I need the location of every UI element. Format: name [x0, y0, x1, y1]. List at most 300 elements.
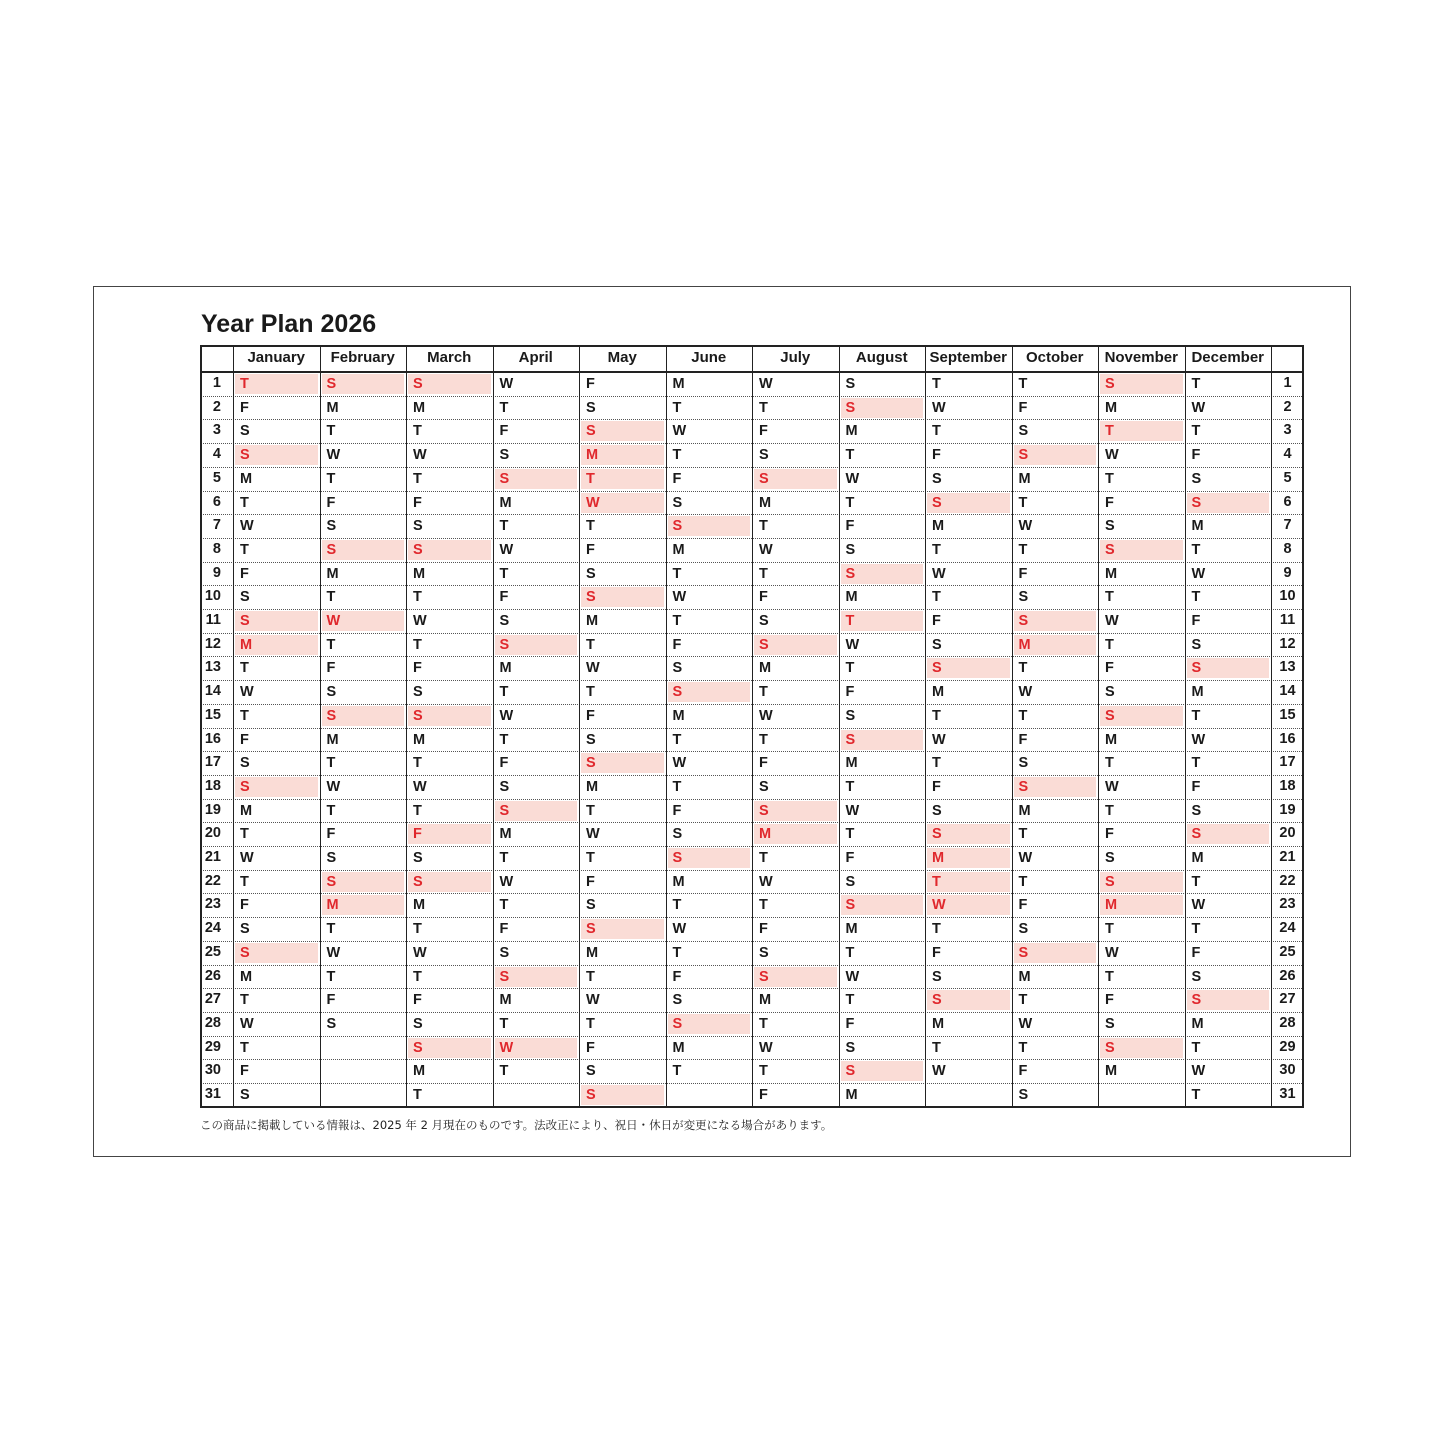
- day-cell: F: [413, 660, 422, 677]
- holiday-cell: S: [754, 967, 837, 987]
- day-cell: F: [413, 992, 422, 1009]
- holiday-cell: S: [495, 635, 578, 655]
- day-cell: W: [1191, 731, 1206, 748]
- month-header: April: [518, 349, 553, 366]
- day-cell: S: [1018, 755, 1029, 772]
- day-number-left: 8: [212, 540, 221, 557]
- day-cell: W: [932, 731, 946, 748]
- holiday-cell: S: [927, 493, 1010, 513]
- day-cell: M: [499, 494, 512, 511]
- day-cell: T: [1191, 541, 1201, 558]
- day-cell: T: [1018, 1039, 1028, 1056]
- day-cell: S: [759, 778, 769, 795]
- day-cell: W: [499, 541, 514, 558]
- day-cell: F: [586, 707, 595, 724]
- day-cell: T: [759, 1015, 768, 1032]
- holiday-cell: S: [322, 706, 405, 726]
- day-cell: T: [1105, 470, 1114, 487]
- day-cell: T: [499, 518, 509, 535]
- month-header: September: [929, 349, 1008, 366]
- day-cell: T: [1105, 589, 1114, 606]
- holiday-cell: M: [1100, 895, 1183, 915]
- day-cell: T: [413, 636, 422, 653]
- day-cell: W: [759, 1039, 773, 1056]
- column-divider: [839, 345, 840, 1108]
- holiday-cell: S: [235, 943, 318, 963]
- day-number-left: 27: [204, 991, 221, 1008]
- day-cell: M: [1018, 968, 1031, 985]
- day-number-right: 24: [1279, 920, 1296, 937]
- day-cell: S: [845, 541, 856, 558]
- holiday-cell: S: [668, 516, 751, 536]
- day-cell: T: [1191, 755, 1201, 772]
- day-number-left: 7: [212, 517, 221, 534]
- day-cell: W: [240, 518, 254, 535]
- day-cell: T: [413, 802, 422, 819]
- holiday-cell: T: [1100, 421, 1183, 441]
- day-cell: S: [1105, 1015, 1115, 1032]
- day-cell: S: [240, 921, 250, 938]
- day-cell: S: [1105, 684, 1115, 701]
- day-cell: T: [1191, 921, 1201, 938]
- day-cell: T: [1105, 755, 1114, 772]
- day-cell: F: [1105, 660, 1114, 677]
- day-cell: W: [672, 921, 687, 938]
- day-cell: S: [240, 755, 250, 772]
- day-cell: M: [499, 992, 512, 1009]
- day-number-right: 3: [1283, 422, 1292, 439]
- day-cell: F: [499, 755, 509, 772]
- day-cell: W: [326, 944, 341, 961]
- holiday-cell: S: [841, 398, 924, 418]
- day-cell: T: [499, 565, 509, 582]
- day-cell: T: [413, 921, 422, 938]
- day-cell: F: [932, 447, 941, 464]
- day-cell: W: [326, 447, 341, 464]
- day-cell: M: [932, 684, 945, 701]
- day-cell: S: [672, 992, 683, 1009]
- day-cell: W: [759, 873, 773, 890]
- holiday-cell: S: [408, 540, 491, 560]
- day-cell: F: [932, 778, 941, 795]
- day-number-right: 6: [1283, 493, 1292, 510]
- day-cell: T: [1191, 589, 1201, 606]
- day-cell: T: [326, 921, 336, 938]
- day-cell: M: [845, 755, 858, 772]
- day-cell: W: [1105, 778, 1119, 795]
- day-cell: W: [1105, 944, 1119, 961]
- day-cell: S: [845, 707, 856, 724]
- day-cell: T: [845, 660, 855, 677]
- day-number-right: 7: [1283, 517, 1292, 534]
- day-number-left: 9: [212, 564, 221, 581]
- day-cell: F: [586, 541, 595, 558]
- month-header: June: [691, 349, 727, 366]
- holiday-cell: S: [322, 540, 405, 560]
- day-cell: W: [932, 1063, 946, 1080]
- day-cell: S: [240, 589, 250, 606]
- day-number-right: 15: [1279, 706, 1296, 723]
- day-cell: W: [845, 968, 860, 985]
- day-cell: T: [326, 589, 336, 606]
- holiday-cell: F: [408, 824, 491, 844]
- day-cell: S: [845, 1039, 856, 1056]
- day-number-left: 11: [205, 612, 221, 628]
- day-cell: W: [1018, 1015, 1033, 1032]
- day-cell: S: [413, 1015, 423, 1032]
- day-number-left: 30: [204, 1062, 221, 1079]
- day-number-left: 29: [204, 1038, 221, 1055]
- holiday-cell: S: [322, 872, 405, 892]
- day-cell: S: [845, 873, 856, 890]
- day-cell: T: [672, 399, 682, 416]
- day-cell: T: [932, 1039, 941, 1056]
- day-number-left: 14: [204, 683, 221, 700]
- day-cell: S: [1191, 968, 1202, 985]
- day-number-right: 13: [1279, 659, 1296, 676]
- day-number-right: 8: [1283, 540, 1292, 557]
- day-cell: T: [326, 968, 336, 985]
- day-cell: F: [1105, 992, 1114, 1009]
- day-cell: M: [413, 399, 426, 416]
- day-cell: T: [326, 755, 336, 772]
- day-cell: M: [672, 873, 685, 890]
- day-cell: T: [240, 826, 249, 843]
- day-cell: T: [845, 826, 855, 843]
- day-cell: W: [1018, 850, 1033, 866]
- holiday-cell: S: [495, 469, 578, 489]
- day-number-right: 19: [1279, 801, 1296, 818]
- holiday-cell: S: [581, 1085, 664, 1105]
- day-cell: S: [759, 944, 769, 961]
- day-cell: T: [326, 470, 336, 487]
- holiday-cell: S: [1100, 1038, 1183, 1058]
- holiday-cell: S: [1014, 943, 1097, 963]
- day-cell: F: [759, 755, 768, 772]
- day-number-left: 15: [204, 706, 221, 723]
- day-cell: T: [499, 850, 509, 866]
- day-cell: S: [672, 826, 683, 843]
- day-cell: S: [413, 850, 423, 866]
- holiday-cell: S: [322, 374, 405, 394]
- day-cell: M: [845, 921, 858, 938]
- day-cell: T: [586, 518, 595, 535]
- day-cell: W: [672, 589, 687, 606]
- column-divider: [1185, 345, 1186, 1108]
- day-cell: F: [672, 802, 682, 819]
- day-cell: T: [759, 565, 768, 582]
- day-cell: F: [1191, 447, 1201, 464]
- holiday-cell: S: [1100, 374, 1183, 394]
- day-cell: S: [759, 447, 769, 464]
- holiday-cell: S: [235, 611, 318, 631]
- day-number-left: 26: [204, 967, 221, 984]
- footnote: この商品に掲載している情報は、2025 年 2 月現在のものです。法改正により、祝日・休日が変更になる場合があります。: [200, 1118, 833, 1132]
- day-cell: W: [413, 944, 427, 961]
- day-cell: T: [1191, 1039, 1201, 1056]
- day-cell: F: [932, 613, 941, 629]
- day-cell: W: [499, 376, 514, 392]
- day-cell: S: [1191, 470, 1202, 487]
- holiday-cell: S: [668, 848, 751, 868]
- day-number-right: 21: [1279, 849, 1296, 865]
- holiday-cell: S: [841, 1061, 924, 1081]
- day-cell: W: [672, 423, 687, 440]
- header-divider: [200, 371, 1304, 373]
- holiday-cell: S: [668, 1014, 751, 1034]
- day-cell: W: [1191, 565, 1206, 582]
- column-divider: [1271, 345, 1272, 1108]
- day-cell: M: [240, 802, 253, 819]
- day-cell: S: [759, 613, 769, 629]
- day-cell: M: [1018, 802, 1031, 819]
- day-cell: F: [759, 589, 768, 606]
- day-cell: T: [1191, 423, 1201, 440]
- day-cell: T: [672, 613, 682, 629]
- day-cell: S: [499, 447, 510, 464]
- day-number-right: 23: [1279, 896, 1296, 913]
- day-cell: F: [326, 992, 336, 1009]
- holiday-cell: S: [1100, 706, 1183, 726]
- holiday-cell: W: [322, 611, 405, 631]
- day-cell: W: [1018, 684, 1033, 701]
- day-cell: S: [1191, 636, 1202, 653]
- holiday-cell: S: [927, 990, 1010, 1010]
- day-cell: F: [672, 968, 682, 985]
- year-plan-grid: [200, 345, 1304, 1108]
- holiday-cell: T: [581, 469, 664, 489]
- day-cell: T: [1191, 873, 1201, 890]
- day-cell: S: [326, 850, 337, 866]
- day-number-left: 3: [212, 422, 221, 439]
- day-cell: F: [845, 850, 855, 866]
- day-cell: S: [586, 897, 596, 914]
- day-cell: W: [759, 541, 773, 558]
- day-cell: T: [1018, 541, 1028, 558]
- day-cell: T: [240, 1039, 249, 1056]
- day-cell: T: [1018, 376, 1028, 392]
- day-cell: F: [1191, 944, 1201, 961]
- day-cell: T: [672, 565, 682, 582]
- day-cell: M: [759, 992, 772, 1009]
- column-divider: [406, 345, 407, 1108]
- day-cell: M: [845, 589, 858, 606]
- day-cell: T: [759, 897, 768, 914]
- day-cell: S: [932, 470, 942, 487]
- day-cell: F: [1018, 731, 1028, 748]
- day-cell: F: [586, 376, 595, 392]
- day-cell: M: [1105, 565, 1118, 582]
- day-cell: S: [672, 660, 683, 677]
- day-number-right: 20: [1279, 825, 1296, 842]
- day-cell: F: [240, 731, 249, 748]
- day-number-right: 28: [1279, 1014, 1296, 1031]
- day-cell: F: [845, 518, 855, 535]
- day-cell: M: [845, 423, 858, 440]
- day-cell: W: [845, 470, 860, 487]
- day-cell: M: [1105, 399, 1118, 416]
- day-cell: W: [672, 755, 687, 772]
- holiday-cell: M: [235, 635, 318, 655]
- day-cell: T: [672, 447, 682, 464]
- day-cell: F: [672, 636, 682, 653]
- day-cell: W: [1191, 897, 1206, 914]
- day-cell: W: [499, 873, 514, 890]
- holiday-cell: S: [1187, 658, 1270, 678]
- day-cell: S: [499, 613, 510, 629]
- day-cell: T: [326, 423, 336, 440]
- day-cell: S: [413, 518, 423, 535]
- day-cell: W: [586, 826, 600, 843]
- day-cell: W: [413, 613, 427, 629]
- column-divider: [1098, 345, 1099, 1108]
- day-number-left: 16: [204, 730, 221, 747]
- holiday-cell: S: [408, 374, 491, 394]
- day-cell: S: [240, 423, 250, 440]
- day-cell: T: [326, 636, 336, 653]
- day-cell: T: [845, 778, 855, 795]
- day-cell: T: [845, 447, 855, 464]
- day-cell: T: [672, 897, 682, 914]
- holiday-cell: S: [841, 564, 924, 584]
- day-cell: F: [1105, 494, 1114, 511]
- column-divider: [925, 345, 926, 1108]
- day-cell: T: [1018, 826, 1028, 843]
- holiday-cell: S: [235, 445, 318, 465]
- day-cell: T: [586, 1015, 595, 1032]
- month-header: February: [330, 349, 395, 366]
- day-cell: M: [499, 660, 512, 677]
- day-number-left: 28: [204, 1014, 221, 1031]
- day-cell: T: [759, 850, 768, 866]
- day-cell: M: [586, 613, 599, 629]
- day-cell: W: [240, 850, 254, 866]
- day-cell: T: [499, 1063, 509, 1080]
- day-cell: S: [499, 944, 510, 961]
- holiday-cell: M: [1014, 635, 1097, 655]
- day-number-right: 1: [1283, 375, 1292, 391]
- day-cell: M: [672, 1039, 685, 1056]
- day-cell: T: [1018, 873, 1028, 890]
- day-cell: T: [1018, 992, 1028, 1009]
- day-cell: M: [1105, 731, 1118, 748]
- day-cell: T: [759, 684, 768, 701]
- day-cell: F: [759, 1087, 768, 1103]
- holiday-cell: W: [927, 895, 1010, 915]
- day-number-left: 1: [212, 375, 221, 391]
- day-cell: T: [586, 636, 595, 653]
- day-cell: T: [759, 1063, 768, 1080]
- day-cell: M: [413, 565, 426, 582]
- day-cell: T: [932, 589, 941, 606]
- holiday-cell: S: [581, 587, 664, 607]
- day-cell: W: [932, 565, 946, 582]
- month-header: December: [1191, 349, 1265, 366]
- day-cell: M: [413, 1063, 426, 1080]
- day-cell: W: [845, 802, 860, 819]
- day-cell: M: [413, 897, 426, 914]
- holiday-cell: S: [1187, 493, 1270, 513]
- day-cell: S: [932, 802, 942, 819]
- day-cell: T: [672, 778, 682, 795]
- day-cell: S: [586, 731, 596, 748]
- day-number-left: 13: [204, 659, 221, 676]
- day-cell: T: [932, 921, 941, 938]
- day-cell: T: [1105, 802, 1114, 819]
- day-cell: F: [413, 494, 422, 511]
- day-number-left: 22: [204, 872, 221, 889]
- day-cell: T: [759, 731, 768, 748]
- day-cell: M: [672, 707, 685, 724]
- holiday-cell: S: [927, 658, 1010, 678]
- day-cell: M: [326, 565, 339, 582]
- day-cell: T: [240, 541, 249, 558]
- day-cell: F: [240, 399, 249, 416]
- day-cell: T: [845, 992, 855, 1009]
- day-cell: S: [586, 565, 596, 582]
- day-cell: T: [240, 707, 249, 724]
- day-number-right: 14: [1279, 683, 1296, 700]
- day-cell: T: [1018, 494, 1028, 511]
- day-cell: M: [672, 541, 685, 558]
- day-cell: T: [759, 399, 768, 416]
- holiday-cell: S: [408, 1038, 491, 1058]
- day-number-right: 4: [1283, 446, 1292, 463]
- day-cell: F: [586, 1039, 595, 1056]
- day-cell: W: [1105, 447, 1119, 464]
- day-cell: T: [413, 1087, 422, 1103]
- day-cell: F: [240, 565, 249, 582]
- column-divider: [752, 345, 753, 1108]
- holiday-cell: S: [841, 730, 924, 750]
- day-cell: W: [240, 684, 254, 701]
- day-cell: S: [1018, 921, 1029, 938]
- day-cell: F: [759, 921, 768, 938]
- day-number-left: 25: [204, 943, 221, 960]
- day-cell: T: [499, 897, 509, 914]
- day-cell: F: [499, 589, 509, 606]
- day-cell: M: [1191, 684, 1204, 701]
- holiday-cell: S: [495, 801, 578, 821]
- holiday-cell: T: [927, 872, 1010, 892]
- day-cell: T: [326, 802, 336, 819]
- day-cell: T: [672, 944, 682, 961]
- day-cell: T: [240, 494, 249, 511]
- day-cell: S: [586, 399, 596, 416]
- day-cell: W: [1191, 399, 1206, 416]
- day-cell: S: [672, 494, 683, 511]
- day-cell: F: [326, 826, 336, 843]
- day-number-right: 18: [1279, 777, 1296, 794]
- day-cell: F: [1105, 826, 1114, 843]
- day-cell: M: [1191, 1015, 1204, 1032]
- day-cell: W: [932, 399, 946, 416]
- day-cell: T: [932, 707, 941, 724]
- day-cell: T: [932, 423, 941, 440]
- day-cell: T: [1018, 660, 1028, 677]
- holiday-cell: M: [581, 445, 664, 465]
- day-number-right: 31: [1279, 1086, 1296, 1102]
- day-cell: T: [1191, 707, 1201, 724]
- day-cell: T: [1191, 376, 1201, 392]
- day-number-left: 19: [204, 801, 221, 818]
- holiday-cell: M: [322, 895, 405, 915]
- holiday-cell: S: [1100, 540, 1183, 560]
- holiday-cell: S: [235, 777, 318, 797]
- day-cell: W: [1191, 1063, 1206, 1080]
- day-cell: M: [413, 731, 426, 748]
- holiday-cell: M: [754, 824, 837, 844]
